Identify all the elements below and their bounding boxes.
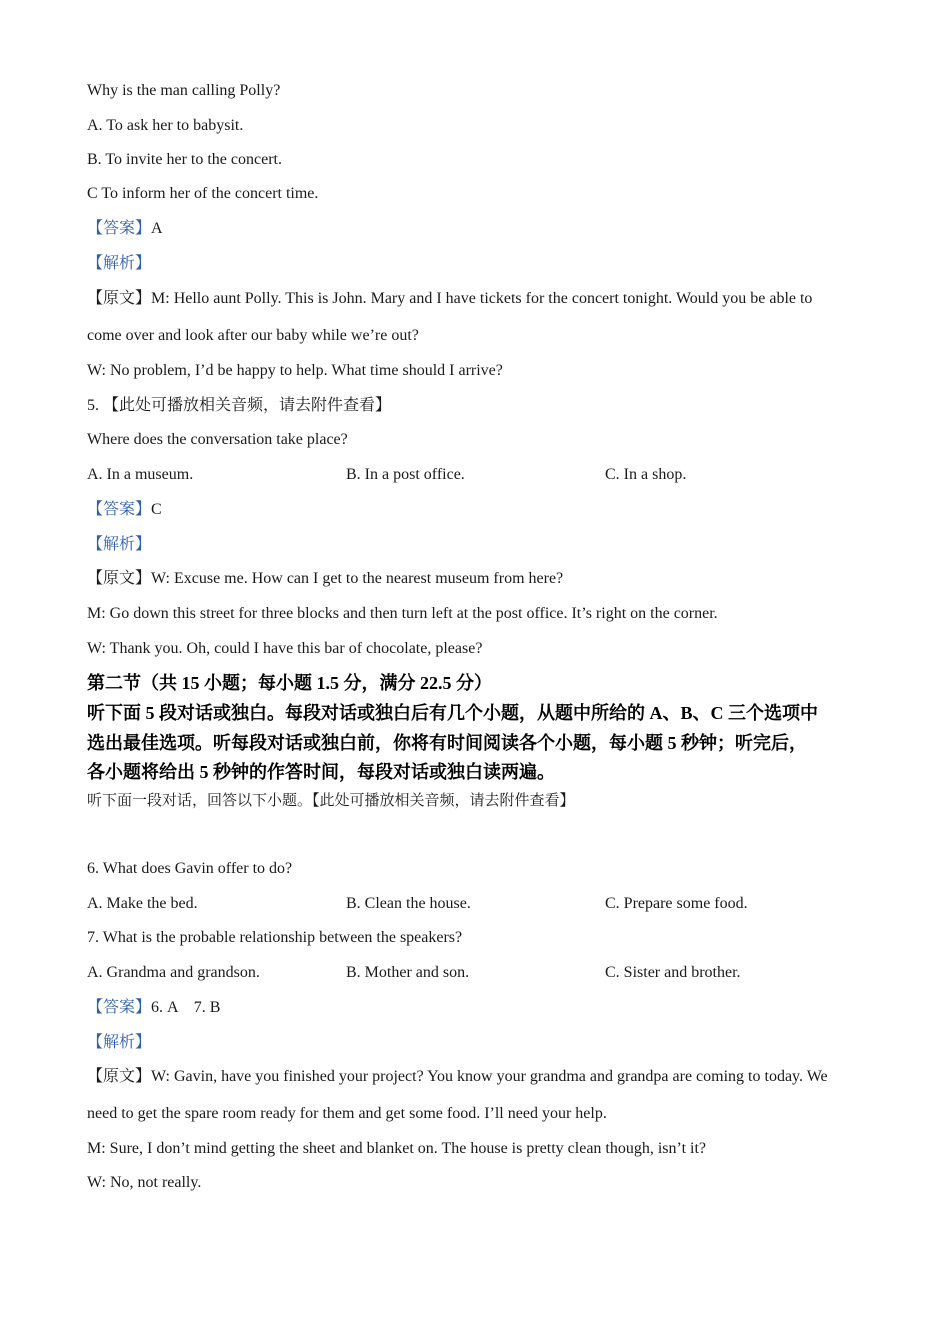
audio-note: 【此处可播放相关音频，请去附件查看】 xyxy=(103,397,392,414)
q5-answer-line xyxy=(87,500,162,520)
q4-answer-line xyxy=(87,219,163,239)
q4-question: Why is the man calling Polly? xyxy=(87,82,281,99)
q5-option-a: A. In a museum. xyxy=(87,466,194,483)
q5-transcript-line-3: W: Thank you. Oh, could I have this bar of chocolate, please? xyxy=(87,640,483,657)
q4-option-b: B. To invite her to the concert. xyxy=(87,151,282,168)
transcript-tag: 【原文】 xyxy=(87,1068,152,1085)
transcript-text: M: Hello aunt Polly. This is John. Mary and I have tickets for the concert tonight. Would you be able to xyxy=(151,290,813,307)
answer-tag: 【答案】 xyxy=(87,999,152,1016)
q5-header xyxy=(87,396,391,416)
q67-transcript-line-4: W: No, not really. xyxy=(87,1174,202,1191)
listen-note: 听下面一段对话，回答以下小题。【此处可播放相关音频，请去附件查看】 xyxy=(87,793,575,809)
section-title: 第二节（共 15 小题；每小题 1.5 分，满分 22.5 分） xyxy=(87,673,492,693)
transcript-tag: 【原文】 xyxy=(87,570,152,587)
transcript-tag: 【原文】 xyxy=(87,290,152,307)
q67-analysis-tag: 【解析】 xyxy=(87,1034,152,1051)
q6-option-a: A. Make the bed. xyxy=(87,895,198,912)
q67-answer-line xyxy=(87,998,220,1018)
q5-transcript-line-2: M: Go down this street for three blocks and then turn left at the post office. It’s right on the corner. xyxy=(87,605,718,622)
q5-analysis-tag: 【解析】 xyxy=(87,536,152,553)
q5-question: Where does the conversation take place? xyxy=(87,431,348,448)
q5-number: 5. xyxy=(87,397,103,414)
q6-option-c: C. Prepare some food. xyxy=(605,895,748,912)
q7-option-c: C. Sister and brother. xyxy=(605,964,741,981)
q4-option-c: C To inform her of the concert time. xyxy=(87,185,319,202)
q5-option-c: C. In a shop. xyxy=(605,466,687,483)
q7-option-a: A. Grandma and grandson. xyxy=(87,964,260,981)
section-instructions-1: 听下面 5 段对话或独白。每段对话或独白后有几个小题，从题中所给的 A、B、C 三个选项中 xyxy=(87,703,818,723)
q6-option-b: B. Clean the house. xyxy=(346,895,471,912)
q67-answer: 6. A 7. B xyxy=(151,999,221,1016)
q7-option-b: B. Mother and son. xyxy=(346,964,470,981)
q7-question: 7. What is the probable relationship between the speakers? xyxy=(87,929,463,946)
section-instructions-3: 各小题将给出 5 秒钟的作答时间，每段对话或独白读两遍。 xyxy=(87,762,555,782)
q6-question: 6. What does Gavin offer to do? xyxy=(87,860,293,877)
q67-transcript-line-2: need to get the spare room ready for them and get some food. I’ll need your help. xyxy=(87,1105,607,1122)
q4-analysis-tag: 【解析】 xyxy=(87,255,152,272)
q5-transcript-line-1 xyxy=(87,569,563,589)
q67-transcript-line-3: M: Sure, I don’t mind getting the sheet and blanket on. The house is pretty clean though, isn’t it? xyxy=(87,1140,707,1157)
q5-option-b: B. In a post office. xyxy=(346,466,465,483)
section-instructions-2: 选出最佳选项。听每段对话或独白前，你将有时间阅读各个小题，每小题 5 秒钟；听完后， xyxy=(87,733,807,753)
q4-transcript-line-1 xyxy=(87,289,812,309)
transcript-text: W: Excuse me. How can I get to the nearest museum from here? xyxy=(151,570,564,587)
q4-answer: A xyxy=(151,220,163,237)
q5-answer: C xyxy=(151,501,162,518)
q4-transcript-line-2: come over and look after our baby while we’re out? xyxy=(87,327,419,344)
transcript-text: W: Gavin, have you finished your project? You know your grandma and grandpa are coming to today. We xyxy=(151,1068,828,1085)
answer-tag: 【答案】 xyxy=(87,220,152,237)
q4-option-a: A. To ask her to babysit. xyxy=(87,117,244,134)
answer-tag: 【答案】 xyxy=(87,501,152,518)
q4-transcript-line-3: W: No problem, I’d be happy to help. What time should I arrive? xyxy=(87,362,503,379)
q67-transcript-line-1 xyxy=(87,1067,828,1087)
